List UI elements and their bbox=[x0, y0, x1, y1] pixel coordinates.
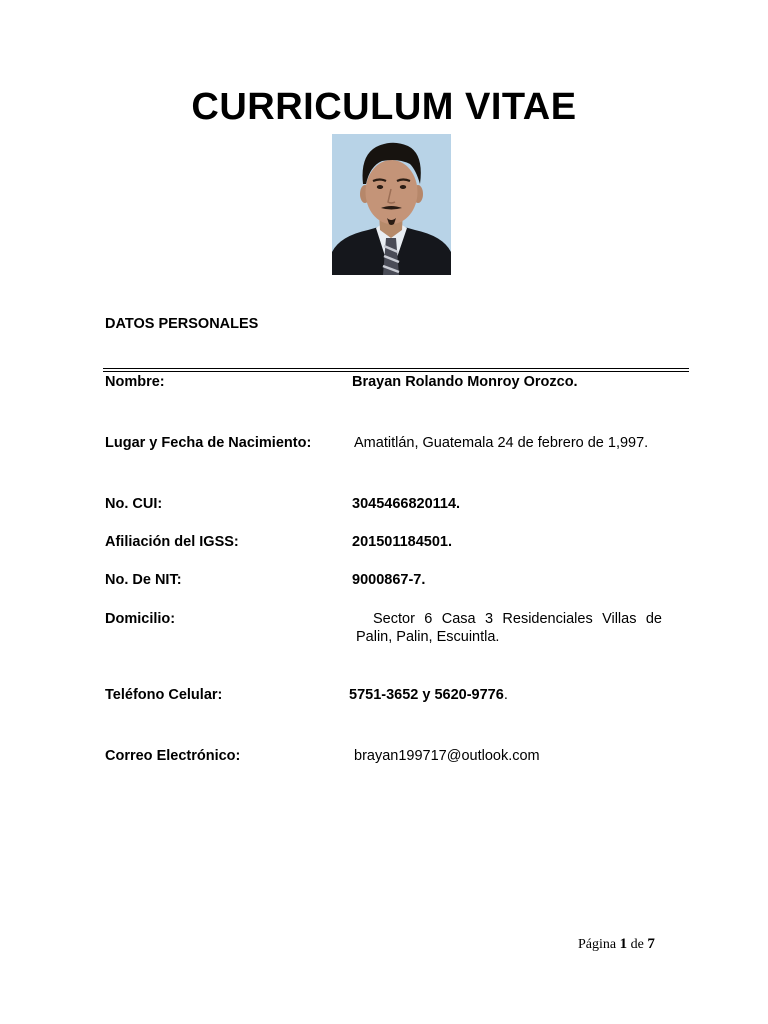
correo-value: brayan199717@outlook.com bbox=[354, 748, 540, 764]
domicilio-line-2: Palin, Palin, Escuintla. bbox=[356, 629, 500, 645]
nombre-value: Brayan Rolando Monroy Orozco. bbox=[352, 374, 578, 390]
telefono-suffix: . bbox=[503, 687, 508, 703]
nit-value: 9000867-7. bbox=[352, 572, 426, 588]
footer-page-word: Página bbox=[578, 937, 617, 952]
footer-current-page: 1 bbox=[619, 936, 628, 952]
telefono-value bbox=[349, 687, 508, 703]
section-divider-bottom bbox=[103, 371, 689, 372]
portrait-photo bbox=[332, 134, 451, 275]
domicilio-label: Domicilio: bbox=[105, 611, 176, 627]
portrait-icon bbox=[332, 134, 451, 275]
telefono-label: Teléfono Celular: bbox=[105, 687, 223, 703]
page-footer bbox=[578, 936, 655, 953]
telefono-numbers: 5751-3652 y 5620-9776 bbox=[349, 687, 504, 703]
nombre-label: Nombre: bbox=[105, 374, 165, 390]
nacimiento-value: Amatitlán, Guatemala 24 de febrero de 1,997. bbox=[354, 435, 649, 451]
domicilio-value bbox=[356, 610, 662, 646]
nacimiento-label: Lugar y Fecha de Nacimiento: bbox=[105, 435, 312, 451]
footer-of-word: de bbox=[630, 937, 644, 952]
section-title-datos-personales: DATOS PERSONALES bbox=[105, 316, 259, 332]
cui-value: 3045466820114. bbox=[352, 496, 461, 512]
correo-label: Correo Electrónico: bbox=[105, 748, 241, 764]
igss-label: Afiliación del IGSS: bbox=[105, 534, 239, 550]
igss-value: 201501184501. bbox=[352, 534, 452, 550]
domicilio-line-1: Sector 6 Casa 3 Residenciales Villas de bbox=[373, 611, 662, 627]
section-divider-top bbox=[103, 368, 689, 369]
nit-label: No. De NIT: bbox=[105, 572, 182, 588]
document-title: CURRICULUM VITAE bbox=[191, 86, 577, 128]
cui-label: No. CUI: bbox=[105, 496, 163, 512]
footer-total-pages: 7 bbox=[647, 936, 655, 952]
